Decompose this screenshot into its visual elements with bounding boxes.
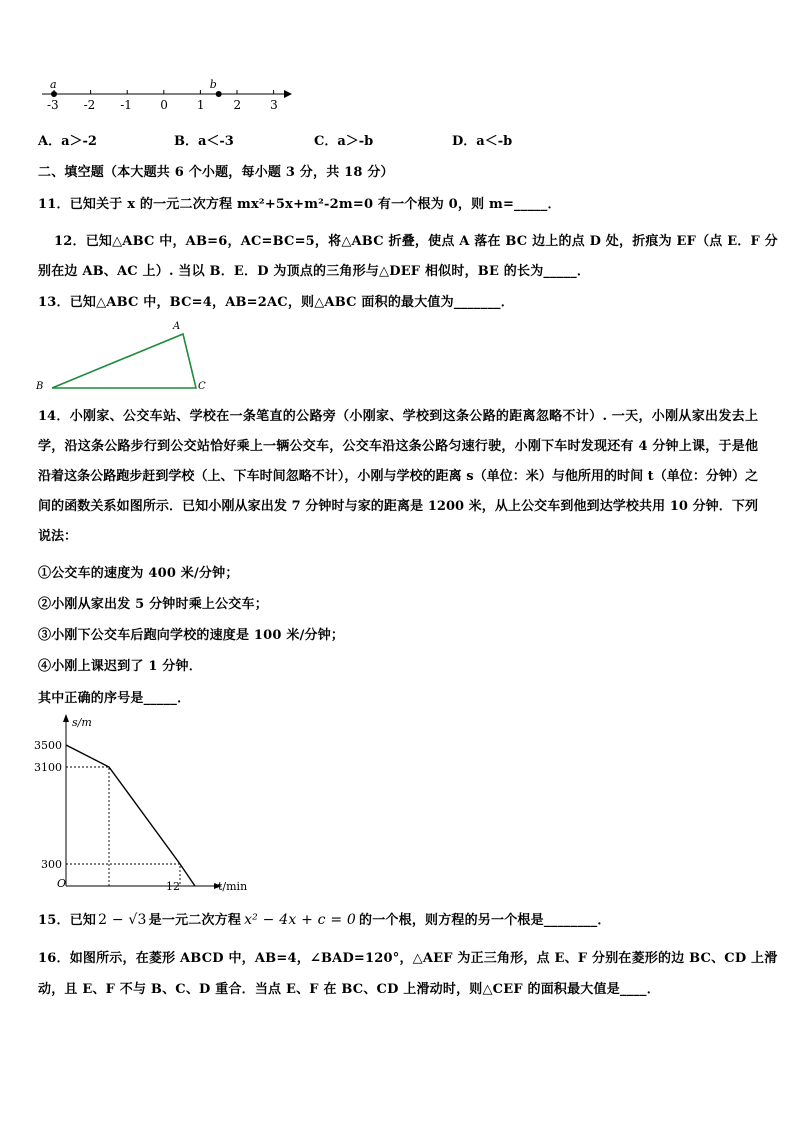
- question-12-line2: 别在边 AB、AC 上）. 当以 B．E．D 为顶点的三角形与△DEF 相似时，BE 的长为_____．: [38, 264, 591, 279]
- vertex-c-label: C: [198, 381, 206, 392]
- tick-label: 0: [160, 98, 168, 112]
- x-axis-label: t/min: [218, 880, 248, 893]
- x-tick-12: 12: [166, 880, 180, 893]
- distance-time-graph: [30, 712, 270, 898]
- vertex-b-label: B: [36, 381, 44, 392]
- question-15: [38, 909, 611, 928]
- tick-label: 3: [270, 98, 278, 112]
- option-d: D．a＜-b: [452, 134, 513, 149]
- tick-label: -2: [83, 98, 96, 112]
- question-13: 13．已知△ABC 中，BC=4，AB=2AC，则△ABC 面积的最大值为_______．: [38, 295, 514, 310]
- point-b: [216, 91, 222, 97]
- graph-line: [66, 745, 195, 886]
- y-tick-3500: 3500: [34, 739, 62, 752]
- statement-4: ④小刚上课迟到了 1 分钟．: [38, 659, 202, 674]
- vertex-a-label: A: [173, 321, 181, 332]
- question-14-ask: 其中正确的序号是_____．: [38, 691, 191, 706]
- statement-2: ②小刚从家出发 5 分钟时乘上公交车；: [38, 597, 268, 612]
- question-16-line2: 动，且 E、F 不与 B、C、D 重合．当点 E、F 在 BC、CD 上滑动时，则△CEF 的面积最大值是____．: [38, 982, 660, 997]
- question-14-text: 14．小刚家、公交车站、学校在一条笔直的公路旁（小刚家、学校到这条公路的距离忽略不计）. 一天，小刚从家出发去上学，沿这条公路步行到公交站恰好乘上一辆公交车，公交车沿这条公路匀速行驶，小刚下车时发现还有 4 分钟上课，于是他沿着这条公路跑步赶到学校（上、下车时间忽略不计），小刚与学校的距离 s（单位：米）与他所用的时间 t（单位：分钟）之间的函数关系如图所示．已知小刚从家出发 7 分钟时与家的距离是 1200 米，从上公交车到他到达学校共用 10 分钟．下列说法：: [38, 409, 758, 544]
- tick-label: 2: [233, 98, 242, 112]
- guide-3100: [66, 767, 109, 886]
- q15-middle: 是一元二次方程: [148, 913, 242, 928]
- tick-label: -3: [47, 98, 59, 112]
- question-12-line1: 12．已知△ABC 中，AB=6，AC=BC=5，将△ABC 折叠，使点 A 落在 BC 边上的点 D 处，折痕为 EF（点 E．F 分: [54, 234, 778, 249]
- y-tick-3100: 3100: [34, 761, 62, 774]
- option-b: B．a＜-3: [174, 134, 234, 149]
- option-a: A．a＞-2: [38, 134, 97, 149]
- option-c: C．a＞-b: [314, 134, 374, 149]
- tick-label: 1: [196, 98, 205, 112]
- question-16-line1: 16．如图所示，在菱形 ABCD 中，AB=4，∠BAD=120°，△AEF 为正三角形，点 E、F 分别在菱形的边 BC、CD 上滑: [38, 951, 778, 966]
- y-tick-300: 300: [41, 858, 62, 871]
- y-axis-label: s/m: [72, 716, 92, 729]
- guide-300: [66, 864, 180, 886]
- point-a: [51, 91, 57, 97]
- tick-label: -1: [120, 98, 132, 112]
- triangle-figure: [30, 318, 220, 394]
- statement-1: ①公交车的速度为 400 米/分钟；: [38, 566, 239, 581]
- origin-label: O: [57, 877, 67, 890]
- point-b-label: b: [209, 78, 217, 91]
- q15-prefix: 15．已知: [38, 913, 97, 928]
- number-line: [36, 78, 298, 114]
- q15-suffix: 的一个根，则方程的另一个根是________．: [359, 913, 611, 928]
- question-11: 11．已知关于 x 的一元二次方程 mx²+5x+m²-2m=0 有一个根为 0，则 m=_____．: [38, 197, 561, 212]
- q15-equation: x² − 4x + c = 0: [244, 912, 357, 928]
- section-heading: 二、填空题（本大题共 6 个小题，每小题 3 分，共 18 分）: [38, 165, 394, 180]
- q15-expression: 2 − √3: [98, 912, 147, 928]
- point-a-label: a: [50, 78, 57, 91]
- statement-3: ③小刚下公交车后跑向学校的速度是 100 米/分钟；: [38, 628, 345, 643]
